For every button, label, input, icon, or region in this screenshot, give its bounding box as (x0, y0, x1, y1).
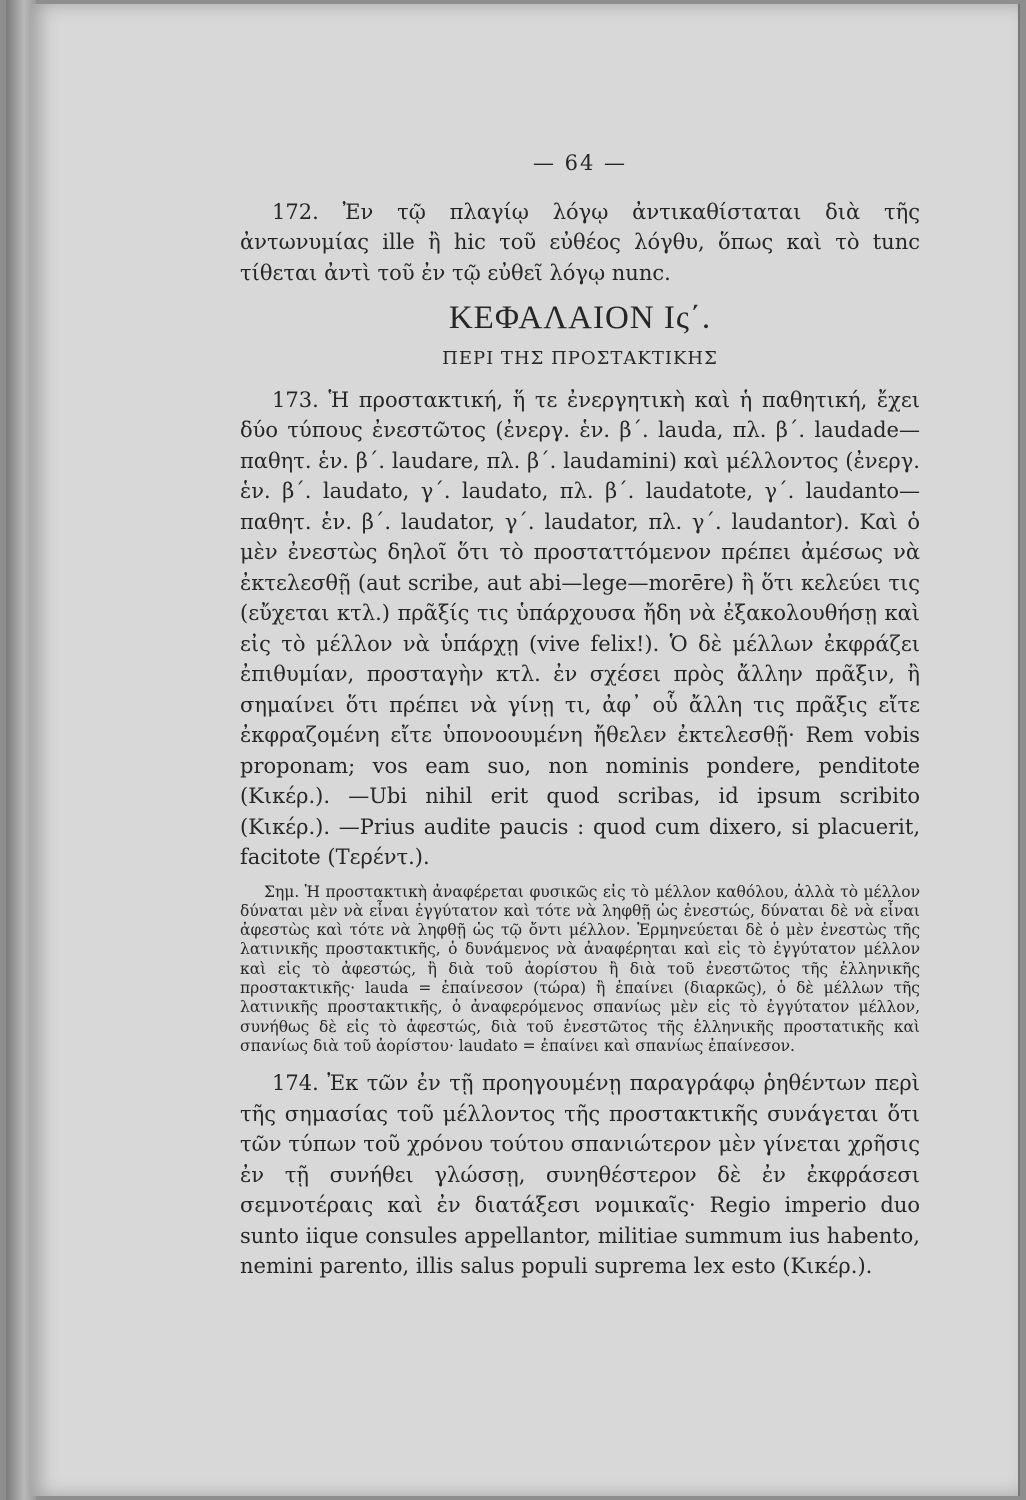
paragraph-172: 172. Ἐν τῷ πλαγίῳ λόγῳ ἀντικαθίσταται διὰ τῆς ἀντωνυμίας ille ἢ hic τοῦ εὐθέος λόγθυ, ὅπως καὶ τὸ tunc τίθεται ἀντὶ τοῦ ἐν τῷ εὐθεῖ λόγῳ nunc. (240, 199, 920, 285)
chapter-subtitle: ΠΕΡΙ ΤΗΣ ΠΡΟΣΤΑΚΤΙΚΗΣ (442, 348, 718, 369)
paragraph-173: 173. Ἡ προστακτική, ἥ τε ἐνεργητικὴ καὶ ἡ παθητική, ἔχει δύο τύπους ἐνεστῶτος (ἐνεργ. ἑν. β΄. lauda, πλ. β΄. laudade—παθητ. ἑν. β΄. laudare, πλ. β΄. laudamini) καὶ μέλλοντος (ἐνεργ. ἑν. β΄. laudato, γ΄. laudato, πλ. β΄. laudatote, γ΄. laudanto—παθητ. ἑν. β΄. laudator, γ΄. laudator, πλ. γ΄. laudantor). Καὶ ὁ μὲν ἐνεστὼς δηλοῖ ὅτι τὸ προσταττόμενον πρέπει ἀμέσως νὰ ἐκτελεσθῇ (aut scribe, aut abi—lege—morēre) ἢ ὅτι κελεύει τις (εὔχεται κτλ.) πρᾶξίς τις ὑπάρχουσα ἤδη νὰ ἐξακολουθήσῃ καὶ εἰς τὸ μέλλον νὰ ὑπάρχῃ (vive felix!). Ὁ δὲ μέλλων ἐκφράζει ἐπιθυμίαν, προσταγὴν κτλ. ἐν σχέσει πρὸς ἄλλην πρᾶξιν, ἢ σημαίνει ὅτι πρέπει νὰ γίνῃ τι, ἀφ᾽ οὗ ἄλλη τις πρᾶξις εἴτε ἐκφραζομένη εἴτε ὑπονοουμένη ἤθελεν ἐκτελεσθῇ· Rem vobis proponam; vos eam suo, non nominis pondere, penditote (Κικέρ.). —Ubi nihil erit quod scribas, id ipsum scribito (Κικέρ.). —Prius audite paucis : quod cum dixero, si placuerit, facitote (Τερέντ.). (240, 387, 920, 869)
chapter-title: ΚΕΦΑΛΑΙΟΝ Ις΄. (448, 300, 712, 336)
footnote: Σημ. Ἡ προστακτικὴ ἀναφέρεται φυσικῶς εἰς τὸ μέλλον καθόλου, ἀλλὰ τὸ μέλλον δύναται μὲν νὰ εἶναι ἐγγύτατον καὶ τότε νὰ ληφθῇ ὡς ἐνεστώς, δύναται δὲ νὰ εἶναι ἀφεστὼς καὶ τότε νὰ ληφθῇ ὡς τῷ ὄντι μέλλον. Ἑρμηνεύεται δὲ ὁ μὲν ἐνεστὼς τῆς λατινικῆς προστακτικῆς, ὁ δυνάμενος νὰ ἀναφέρηται καὶ εἰς τὸ ἐγγύτατον μέλλον καὶ εἰς τὸ ἀφεστώς, ἢ διὰ τοῦ ἀορίστου ἢ διὰ τοῦ ἐνεστῶτος τῆς ἑλληνικῆς προστακτικῆς· lauda = ἐπαίνεσον (τώρα) ἢ ἐπαίνει (διαρκῶς), ὁ δὲ μέλλων τῆς λατινικῆς προστακτικῆς, ὁ ἀναφερόμενος σπανίως μὲν εἰς τὸ ἐγγύτατον μέλλον, συνήθως δὲ εἰς τὸ ἀφεστώς, διὰ τοῦ ἐνεστῶτος τῆς ἑλληνικῆς προστατικῆς καὶ σπανίως διὰ τοῦ ἀορίστου· laudato = ἐπαίνει καὶ σπανίως ἐπαίνεσον. (240, 882, 920, 1055)
page-text (240, 148, 920, 1282)
page-number: — 64 — (532, 151, 628, 175)
paragraph-174: 174. Ἐκ τῶν ἐν τῇ προηγουμένῃ παραγράφῳ ῥηθέντων περὶ τῆς σημασίας τοῦ μέλλοντος τῆς προστακτικῆς συνάγεται ὅτι τῶν τύπων τοῦ χρόνου τούτου σπανιώτερον μὲν γίνεται χρῆσις ἐν τῇ συνήθει γλώσσῃ, συνηθέστερον δὲ ἐν ἐκφράσεσι σεμνοτέραις καὶ ἐν διατάξεσι νομικαῖς· Regio imperio duo sunto iique consules appellantor, militiae summum ius habento, nemini parento, illis salus populi suprema lex esto (Κικέρ.). (240, 1071, 920, 1279)
